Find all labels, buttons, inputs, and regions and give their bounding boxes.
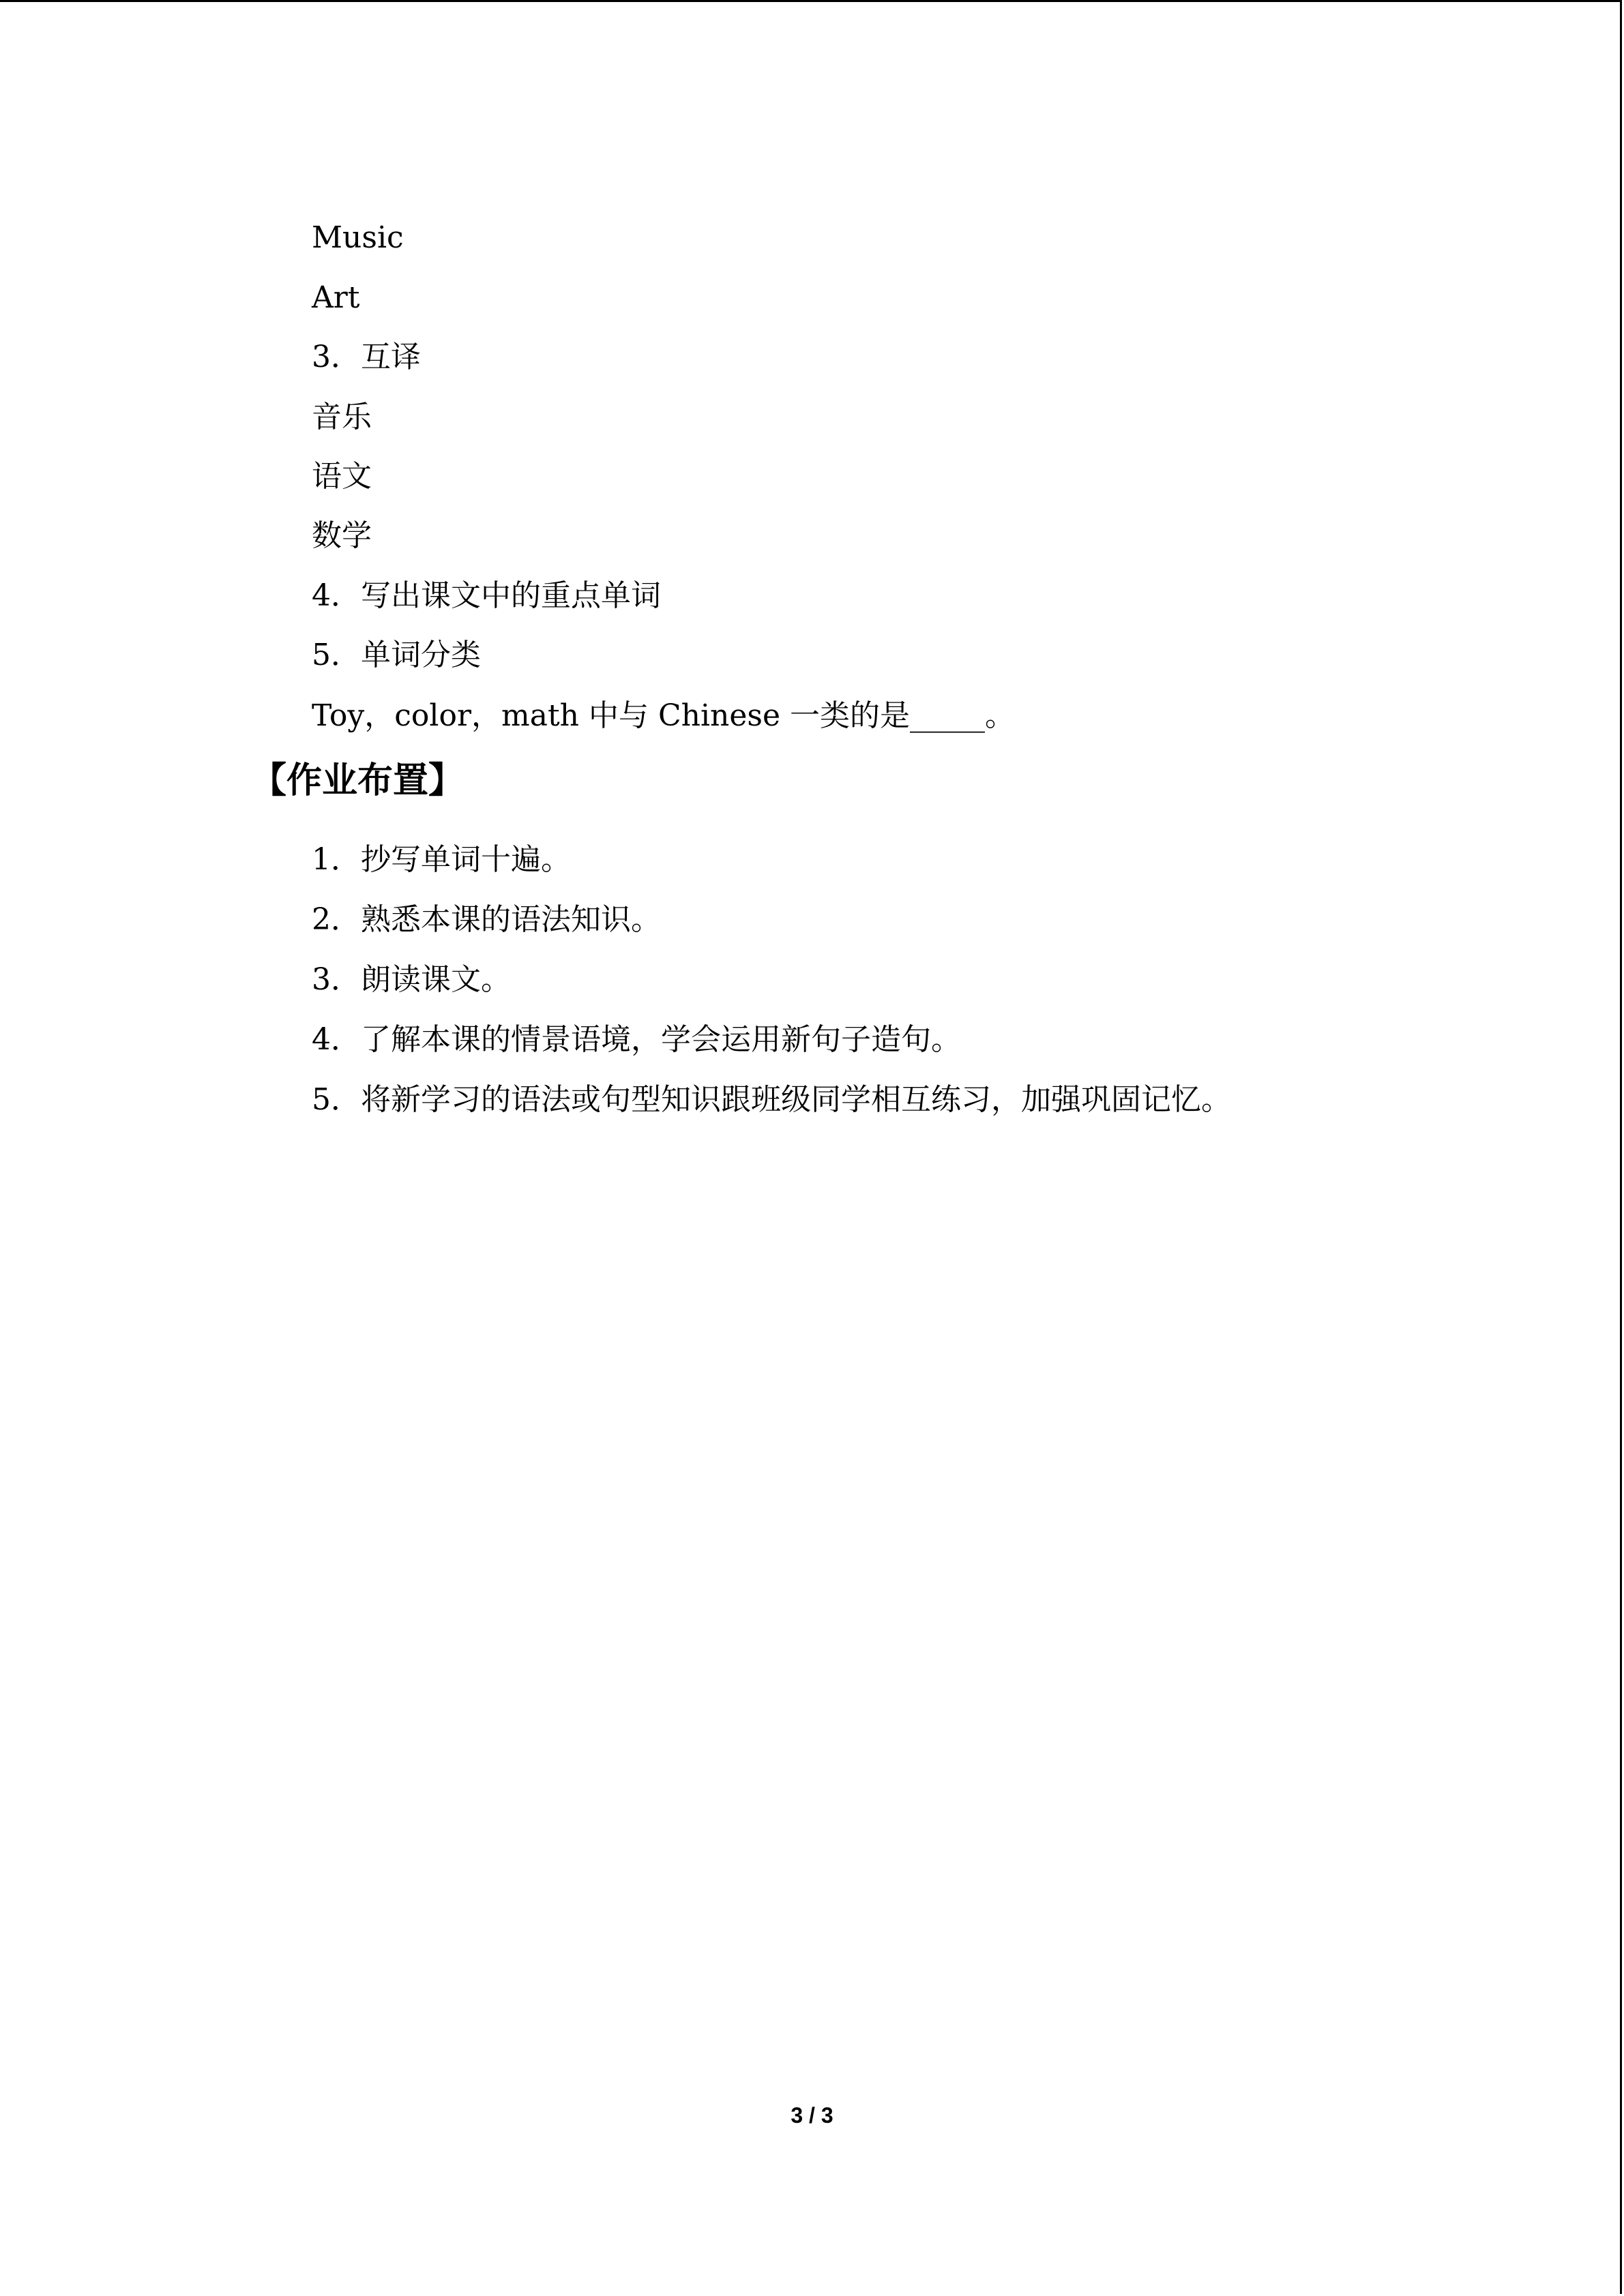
homework-heading: 【作业布置】 bbox=[251, 760, 464, 801]
vocab-line-art: Art bbox=[312, 280, 360, 315]
vocab-line-music-cn: 音乐 bbox=[312, 400, 372, 434]
vocab-line-music: Music bbox=[312, 220, 404, 255]
vocab-line-chinese-cn: 语文 bbox=[312, 459, 372, 494]
homework-item-2: 2．熟悉本课的语法知识。 bbox=[312, 902, 661, 937]
page-number: 3 / 3 bbox=[791, 2103, 833, 2128]
exercise-4-title: 4．写出课文中的重点单词 bbox=[312, 578, 661, 613]
homework-item-3: 3．朗读课文。 bbox=[312, 962, 511, 997]
classification-question: Toy，color，math 中与 Chinese 一类的是_____。 bbox=[312, 698, 1016, 733]
vocab-line-math-cn: 数学 bbox=[312, 518, 372, 553]
homework-item-5: 5．将新学习的语法或句型知识跟班级同学相互练习，加强巩固记忆。 bbox=[312, 1082, 1231, 1117]
homework-item-1: 1．抄写单词十遍。 bbox=[312, 842, 571, 877]
exercise-3-title: 3．互译 bbox=[312, 340, 421, 374]
homework-item-4: 4．了解本课的情景语境，学会运用新句子造句。 bbox=[312, 1022, 961, 1057]
exercise-5-title: 5．单词分类 bbox=[312, 638, 481, 672]
